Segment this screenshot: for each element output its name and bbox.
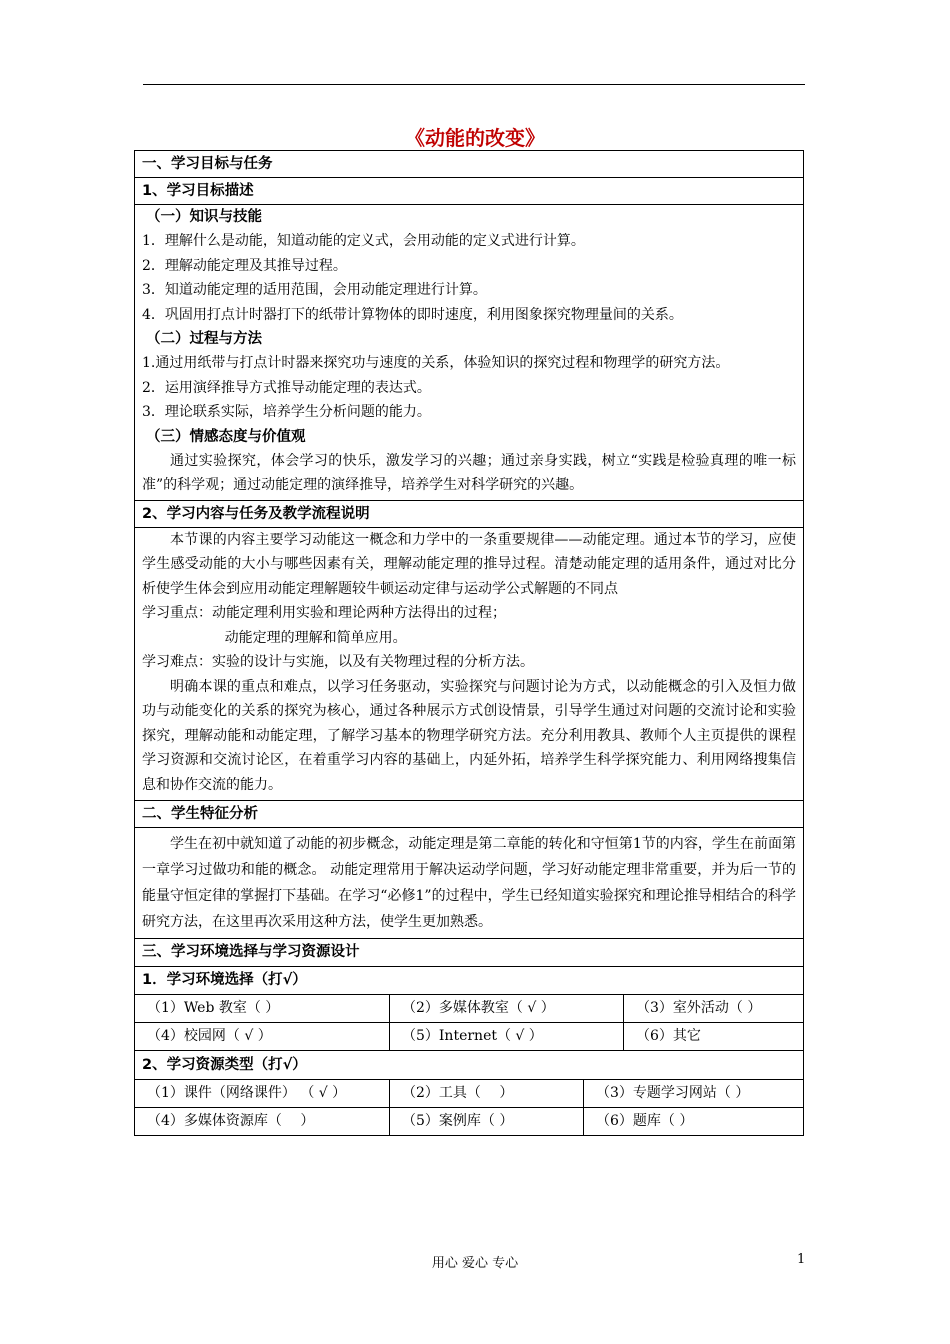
page-footer: 用心 爱心 专心 xyxy=(431,1256,519,1271)
document-title: 《动能的改变》 xyxy=(405,126,545,150)
emotion-values-text: 通过实验探究，体会学习的快乐，激发学习的兴趣；通过亲身实践，树立“实践是检验真理的唯一标准”的科学观；通过动能定理的演绎推导，培养学生对科学研究的兴趣。 xyxy=(142,452,796,493)
res-option: （1）课件（网络课件） （ √ ） xyxy=(135,1080,390,1108)
knowledge-item: 3．知道动能定理的适用范围，会用动能定理进行计算。 xyxy=(142,282,487,298)
knowledge-skills-heading: （一）知识与技能 xyxy=(146,209,262,225)
lesson-plan-table xyxy=(134,150,804,1136)
process-item: 2．运用演绎推导方式推导动能定理的表达式。 xyxy=(142,379,431,396)
section-2-heading: 二、学生特征分析 xyxy=(135,801,803,828)
resource-options xyxy=(135,1080,803,1135)
environment-options xyxy=(135,995,803,1051)
knowledge-item: 2．理解动能定理及其推导过程。 xyxy=(142,257,347,274)
student-analysis-body xyxy=(135,828,803,939)
process-item: 1.通过用纸带与打点计时器来探究功与速度的关系，体验知识的探究过程和物理学的研究方法。 xyxy=(142,355,730,371)
knowledge-item: 4．巩固用打点计时器打下的纸带计算物体的即时速度，利用图象探究物理量间的关系。 xyxy=(142,306,683,323)
res-option: （2）工具（ ） xyxy=(390,1080,584,1108)
page-number: 1 xyxy=(797,1252,806,1267)
resource-heading: 2、学习资源类型（打√） xyxy=(135,1051,803,1080)
content-paragraph: 明确本课的重点和难点，以学习任务驱动，实验探究与问题讨论为方式，以动能概念的引入及恒力做功与动能变化的关系的探究为核心，通过各种展示方式创设情景，引导学生通过对问题的交流讨论和实验探究，理解动能和动能定理，了解学习基本的物理学研究方法。充分利用教具、教师个人主页提供的课程学习资源和交流讨论区，在着重学习内容的基础上，内延外拓，培养学生科学探究能力、利用网络搜集信息和协作交流的能力。 xyxy=(142,678,796,793)
process-item: 3．理论联系实际，培养学生分析问题的能力。 xyxy=(142,404,431,420)
env-option: （5）Internet（ √ ） xyxy=(390,1023,624,1050)
process-method-heading: （二）过程与方法 xyxy=(146,331,262,347)
res-option: （6）题库（ ） xyxy=(596,1113,694,1129)
key-points: 学习重点：动能定理利用实验和理论两种方法得出的过程； xyxy=(142,605,506,621)
learning-goals-heading: 1、学习目标描述 xyxy=(135,178,803,205)
emotion-values-heading: （三）情感态度与价值观 xyxy=(146,428,306,445)
env-option: （6）其它 xyxy=(636,1028,701,1044)
res-option: （4）多媒体资源库（ ） xyxy=(135,1108,390,1135)
env-option: （4）校园网（ √ ） xyxy=(135,1023,390,1050)
key-points-cont: 动能定理的理解和简单应用。 xyxy=(224,629,407,646)
env-option: （1）Web 教室（ ） xyxy=(135,995,390,1023)
content-flow-heading: 2、学习内容与任务及教学流程说明 xyxy=(135,501,803,528)
knowledge-item: 1．理解什么是动能，知道动能的定义式，会用动能的定义式进行计算。 xyxy=(142,233,585,249)
learning-goals-body xyxy=(135,205,803,501)
env-option: （2）多媒体教室（ √ ） xyxy=(390,995,624,1023)
content-flow-body xyxy=(135,528,803,802)
section-3-heading: 三、学习环境选择与学习资源设计 xyxy=(135,939,803,967)
student-analysis-text: 学生在初中就知道了动能的初步概念，动能定理是第二章能的转化和守恒第1节的内容，学生在前面第一章学习过做功和能的概念。 动能定理常用于解决运动学问题，学习好动能定理非常重要，并为后一节的能量守恒定律的掌握打下基础。在学习“必修1”的过程中，学生已经知道实验探究和理论推导相结合的科学研究方法，在这里再次采用这种方法，使学生更加熟悉。 xyxy=(142,836,796,930)
env-option: （3）室外活动（ ） xyxy=(624,995,803,1023)
content-paragraph: 本节课的内容主要学习动能这一概念和力学中的一条重要规律——动能定理。通过本节的学习，应使学生感受动能的大小与哪些因素有关，理解动能定理的推导过程。清楚动能定理的适用条件，通过对比分析使学生体会到应用动能定理解题较牛顿运动定律与运动学公式解题的不同点 xyxy=(142,531,796,597)
section-1-heading: 一、学习目标与任务 xyxy=(135,151,803,178)
header-rule xyxy=(143,84,805,85)
difficulties: 学习难点：实验的设计与实施，以及有关物理过程的分析方法。 xyxy=(142,654,534,670)
res-option: （5）案例库（ ） xyxy=(390,1108,584,1135)
environment-heading: 1．学习环境选择（打√） xyxy=(135,967,803,995)
res-option: （3）专题学习网站（ ） xyxy=(584,1080,803,1108)
